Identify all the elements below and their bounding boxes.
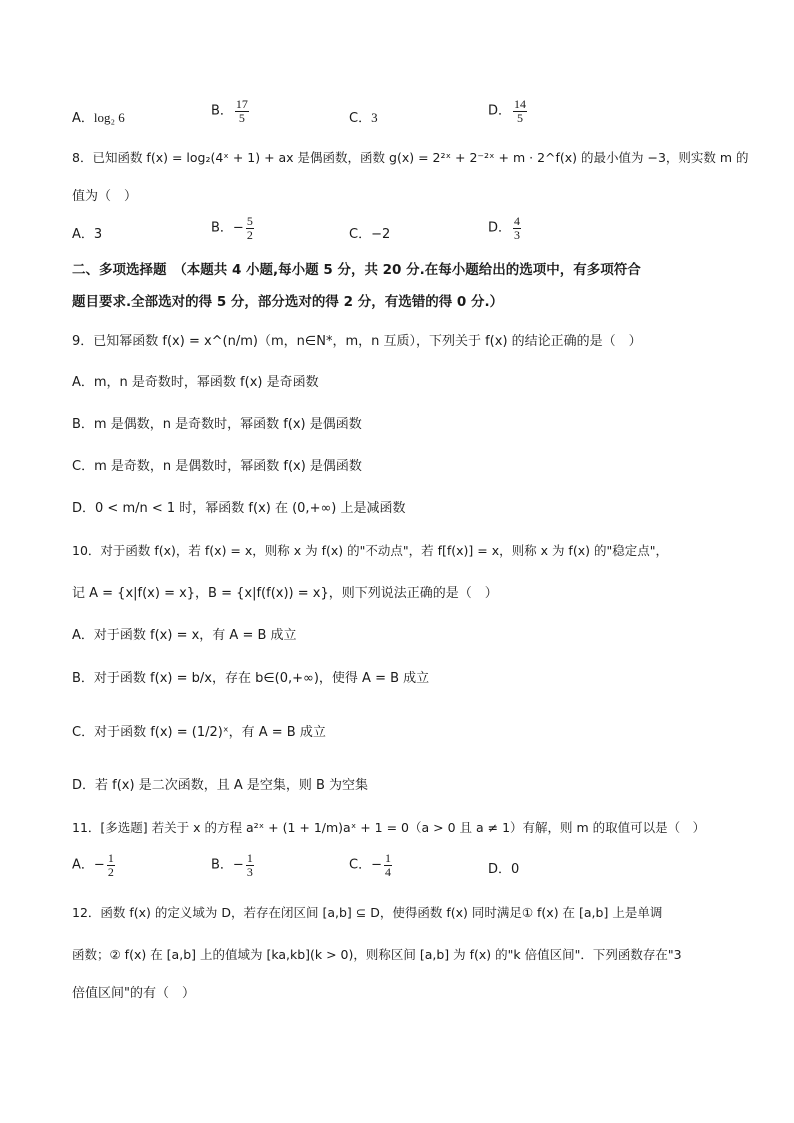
q10-stem-line2: 记 A = {x|f(x) = x}，B = {x|f(f(x)) = x}，则下列说法正确的是（ ） (72, 586, 498, 601)
q7-option-d-label: D． (488, 103, 512, 119)
q8-option-a: A．3 (72, 227, 103, 242)
q12-stem-line3: 倍值区间"的有（ ） (72, 986, 195, 1001)
q7-b-numerator: 17 (235, 97, 248, 111)
q8-option-b (211, 215, 256, 241)
q8-b-numerator: 5 (246, 214, 253, 228)
section2-heading-line1: 二、多项选择题 （本题共 4 小题,每小题 5 分，共 20 分.在每小题给出的选项中，有多项符合 (72, 262, 641, 278)
minus-sign: − (371, 857, 382, 873)
q11-option-d: D．0 (488, 862, 520, 877)
minus-sign: − (93, 857, 105, 873)
q11-option-c (349, 852, 394, 878)
q12-stem-line2: 函数；② f(x) 在 [a,b] 上的值域为 [ka,kb](k > 0)，则称区间 [a,b] 为 f(x) 的"k 倍值区间"．下列函数存在"3 (72, 947, 682, 962)
q8-d-denominator: 3 (514, 227, 521, 242)
q11-option-a (72, 852, 117, 878)
q7-option-b-fraction (235, 98, 249, 124)
q12-stem-line1: 12．函数 f(x) 的定义域为 D，若存在闭区间 [a,b] ⊆ D，使得函数 f(x) 同时满足① f(x) 在 [a,b] 上是单调 (72, 905, 663, 920)
q7-option-c (349, 110, 378, 127)
q8-option-d-label: D． (488, 220, 512, 236)
q7-option-d-fraction (513, 98, 527, 124)
q11-c-denominator: 4 (384, 864, 391, 879)
q11-option-c-fraction (384, 852, 392, 878)
q7-option-c-value: 3 (371, 110, 378, 125)
q8-option-d (488, 215, 523, 241)
q8-option-b-label: B． (211, 220, 233, 236)
q10-option-b: B．对于函数 f(x) = b/x，存在 b∈(0,+∞)，使得 A = B 成立 (72, 671, 430, 686)
minus-sign: − (232, 857, 244, 873)
q11-stem: 11．[多选题] 若关于 x 的方程 a²ˣ + (1 + 1/m)aˣ + 1 = 0（a > 0 且 a ≠ 1）有解，则 m 的取值可以是（ ） (72, 820, 706, 835)
q11-option-b (211, 852, 256, 878)
q8-stem-line1: 8．已知函数 f(x) = log₂(4ˣ + 1) + ax 是偶函数，函数 g(x) = 2²ˣ + 2⁻²ˣ + m · 2^f(x) 的最小值为 −3，则实数 m 的 (72, 150, 749, 165)
q7-d-numerator: 14 (514, 97, 527, 111)
q11-option-b-fraction (246, 852, 254, 878)
q8-b-denominator: 2 (246, 227, 253, 242)
q7-option-b (211, 98, 251, 124)
q10-option-c: C．对于函数 f(x) = (1/2)ˣ，有 A = B 成立 (72, 725, 326, 740)
q11-a-denominator: 2 (107, 864, 114, 879)
q7-option-d (488, 98, 529, 124)
q7-b-denominator: 5 (238, 110, 245, 125)
q7-option-c-label: C． (349, 111, 372, 126)
q9-option-d: D．0 < m/n < 1 时，幂函数 f(x) 在 (0,+∞) 上是减函数 (72, 501, 406, 516)
q10-option-d: D．若 f(x) 是二次函数，且 A 是空集，则 B 为空集 (72, 778, 369, 793)
q7-option-a (72, 110, 125, 127)
q9-option-c: C．m 是奇数，n 是偶数时，幂函数 f(x) 是偶函数 (72, 459, 362, 474)
q10-stem-line1: 10．对于函数 f(x)，若 f(x) = x，则称 x 为 f(x) 的"不动点"，若 f[f(x)] = x，则称 x 为 f(x) 的"稳定点"， (72, 543, 668, 558)
section2-heading-line2: 题目要求.全部选对的得 5 分，部分选对的得 2 分，有选错的得 0 分.） (72, 294, 504, 310)
q7-option-b-label: B． (211, 103, 233, 119)
q9-option-a: A．m，n 是奇数时，幂函数 f(x) 是奇函数 (72, 375, 319, 390)
q9-option-b: B．m 是偶数，n 是奇数时，幂函数 f(x) 是偶函数 (72, 417, 362, 432)
q11-c-numerator: 1 (384, 851, 391, 865)
q10-option-a: A．对于函数 f(x) = x，有 A = B 成立 (72, 628, 297, 643)
q11-a-numerator: 1 (107, 851, 114, 865)
q11-option-a-fraction (107, 852, 115, 878)
q8-stem-line2: 值为（ ） (72, 189, 138, 204)
q11-b-numerator: 1 (246, 851, 253, 865)
q7-option-a-label: A． (72, 111, 94, 126)
q8-option-b-fraction (246, 215, 254, 241)
minus-sign: − (232, 220, 244, 236)
q11-option-c-label: C． (349, 857, 372, 873)
q7-option-a-value: log₂ 6 (93, 110, 125, 125)
q7-d-denominator: 5 (517, 110, 524, 125)
q11-option-b-label: B． (211, 857, 233, 873)
q9-stem: 9．已知幂函数 f(x) = x^(n/m)（m，n∈N*，m，n 互质），下列关于 f(x) 的结论正确的是（ ） (72, 334, 642, 349)
q11-b-denominator: 3 (246, 864, 253, 879)
q8-option-d-fraction (513, 215, 521, 241)
q11-option-a-label: A． (72, 857, 94, 873)
q8-option-c: C．−2 (349, 227, 391, 242)
q8-d-numerator: 4 (514, 214, 521, 228)
